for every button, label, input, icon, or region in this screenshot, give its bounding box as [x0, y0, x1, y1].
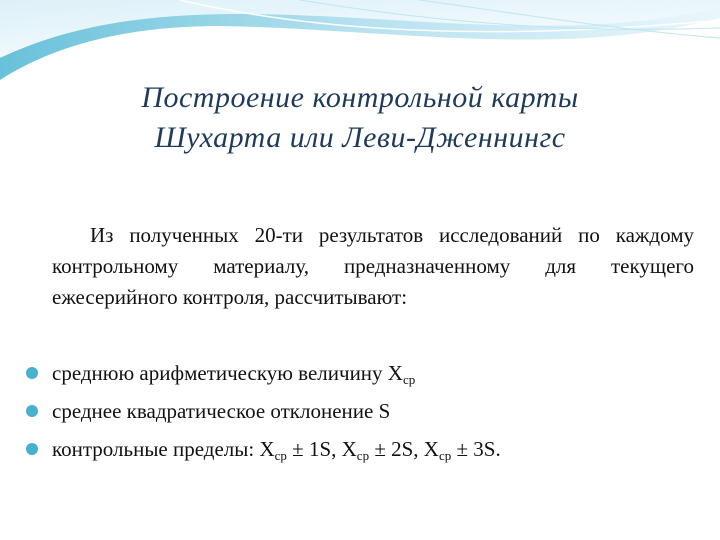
bullet-list: [22, 358, 702, 472]
slide-title: [40, 78, 680, 158]
bullet-text: контрольные пределы: $X_{ср} \pm 1S$, $X_{ср} \pm 2S$, $X_{ср} \pm 3S$.: [52, 437, 501, 463]
title-line-2: Шухарта или Леви-Дженнингс: [154, 121, 566, 154]
bullet-text: среднее квадратическое отклонение S: [52, 399, 391, 423]
bullet-icon: [26, 443, 38, 455]
bullet-text: среднюю арифметическую величину $X_{ср}$: [52, 361, 416, 387]
intro-paragraph: Из полученных 20-ти результатов исследований по каждому контрольному материалу, предназначенному для текущего ежесерийного контроля, рассчитывают:: [52, 223, 694, 309]
title-line-1: Построение контрольной карты: [141, 81, 579, 114]
list-item: [22, 434, 702, 472]
list-item: [22, 396, 702, 434]
bullet-icon: [26, 367, 38, 379]
list-item: [22, 358, 702, 396]
bullet-icon: [26, 405, 38, 417]
